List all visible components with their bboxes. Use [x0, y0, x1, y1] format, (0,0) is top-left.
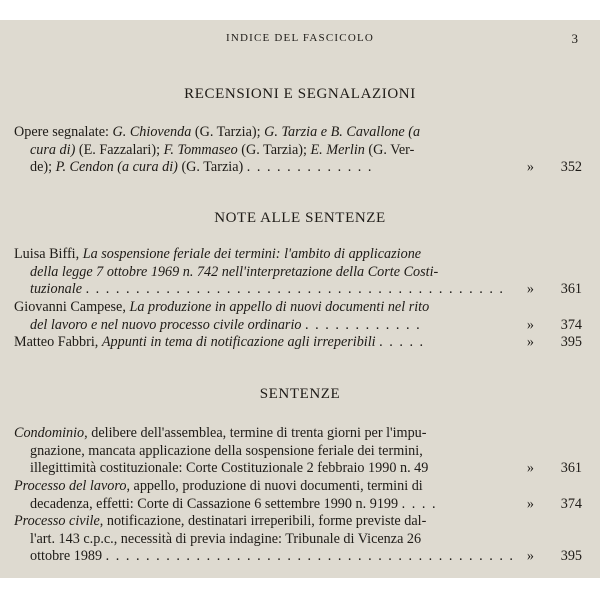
entry-text: decadenza, effetti: Corte di Cassazione 6 settembre 1990 n. 9199	[30, 495, 399, 512]
entry-line	[14, 124, 584, 142]
index-entry	[14, 513, 584, 566]
leader-dots: . . . .	[401, 495, 437, 512]
page-reference: 395	[560, 548, 582, 565]
leader-dots: . . . . . . . . . . . . . . . . . . . . . . . . . . . . . . . . . . . . . . . . . .	[85, 281, 505, 298]
page-marker: »	[526, 495, 534, 512]
section-title-note: NOTE ALLE SENTENZE	[214, 210, 386, 226]
entry-line	[14, 548, 584, 566]
entry-text: illegittimità costituzionale: Corte Costituzionale 2 febbraio 1990 n. 49	[30, 460, 429, 477]
entry-text: Condominio, delibere dell'assemblea, termine di trenta giorni per l'impu-	[14, 425, 427, 441]
work-title: della legge 7 ottobre 1969 n. 742 nell'interpretazione della Corte Costi-	[30, 263, 439, 280]
work-title: P. Cendon (a cura di)	[55, 159, 178, 176]
header-title: INDICE DEL FASCICOLO	[225, 32, 375, 44]
leader-dots: . . . . . . . . . . . . .	[246, 159, 373, 176]
index-entry	[14, 299, 584, 334]
entry-line	[14, 425, 584, 443]
page-marker: »	[526, 460, 534, 477]
subject-term: Processo del lavoro	[14, 478, 127, 494]
index-entry	[14, 124, 584, 177]
entry-line	[14, 531, 584, 549]
header-page-number: 3	[571, 31, 578, 46]
work-title: F. Tommaseo	[163, 141, 238, 158]
page-header	[0, 32, 600, 48]
entry-line	[14, 496, 584, 514]
page-marker: »	[526, 159, 534, 176]
index-entry	[14, 246, 584, 299]
index-page	[0, 20, 600, 578]
entry-text: Matteo Fabbri, Appunti in tema di notificazione agli irreperibili	[14, 334, 376, 350]
work-title: La sospensione feriale dei termini: l'ambito di applicazione	[82, 246, 422, 262]
entry-line	[14, 478, 584, 496]
entry-text	[14, 246, 421, 262]
section-title-sentenze: SENTENZE	[259, 386, 341, 402]
page-reference: 352	[560, 159, 582, 176]
entry-text: Processo civile, notificazione, destinatari irreperibili, forme previste dal-	[14, 513, 427, 529]
page-reference: 374	[560, 316, 582, 333]
entry-line	[14, 159, 584, 177]
subject-term: Processo civile	[14, 513, 100, 529]
leader-dots: . . . . . . . . . . . .	[305, 316, 422, 333]
entry-text: gnazione, mancata applicazione della sospensione feriale dei termini,	[30, 442, 423, 459]
section-title-recensioni: RECENSIONI E SEGNALAZIONI	[184, 86, 416, 102]
entry-text	[14, 124, 420, 140]
leader-dots: . . . . .	[379, 334, 425, 350]
entry-text	[30, 159, 243, 175]
entry-line	[14, 142, 584, 160]
entry-text	[30, 142, 414, 158]
work-title: La produzione in appello di nuovi documenti nel rito	[129, 299, 430, 315]
reviewer-name: de);	[30, 159, 56, 176]
reviewer-name: (G. Tarzia);	[191, 124, 265, 140]
work-title: G. Tarzia e B. Cavallone (a	[264, 124, 421, 140]
reviewer-name: (G. Tarzia);	[237, 141, 311, 158]
entry-line	[14, 334, 584, 352]
reviewer-name: (G. Tarzia)	[177, 159, 244, 176]
page-reference: 361	[560, 460, 582, 477]
index-entry	[14, 334, 584, 352]
entry-line	[14, 460, 584, 478]
entry-line	[14, 299, 584, 317]
entry-line	[14, 513, 584, 531]
page-reference: 374	[560, 495, 582, 512]
reviewer-name: (G. Ver-	[364, 141, 415, 158]
entry-text: ottobre 1989	[30, 548, 103, 565]
index-entry	[14, 425, 584, 478]
entry-line	[14, 443, 584, 461]
page-marker: »	[526, 316, 534, 333]
entry-text: Processo del lavoro, appello, produzione di nuovi documenti, termini di	[14, 478, 423, 494]
entry-line	[14, 246, 584, 264]
author-name: Luisa Biffi,	[14, 246, 83, 262]
entry-text: l'art. 143 c.p.c., necessità di previa indagine: Tribunale di Vicenza 26	[30, 530, 422, 547]
page-reference: 395	[560, 334, 582, 350]
page-marker: »	[526, 281, 534, 298]
entry-text: Giovanni Campese, La produzione in appello di nuovi documenti nel rito	[14, 299, 430, 315]
entry-line	[14, 281, 584, 299]
entry-line	[14, 317, 584, 335]
reviewer-name: Opere segnalate:	[14, 124, 113, 140]
page-marker: »	[526, 334, 534, 350]
entry-line	[14, 264, 584, 282]
work-title: Appunti in tema di notificazione agli irreperibili	[101, 334, 376, 350]
work-title: cura di)	[30, 141, 76, 158]
subject-term: Condominio	[14, 425, 85, 441]
page-marker: »	[526, 548, 534, 565]
work-title: G. Chiovenda	[112, 124, 192, 140]
page-reference: 361	[560, 281, 582, 298]
reviewer-name: (E. Fazzalari);	[75, 141, 164, 158]
work-title: tuzionale	[30, 281, 83, 298]
index-entry	[14, 478, 584, 513]
leader-dots: . . . . . . . . . . . . . . . . . . . . . . . . . . . . . . . . . . . . . . . . .	[105, 548, 515, 565]
work-title: E. Merlin	[310, 141, 365, 158]
work-title: del lavoro e nel nuovo processo civile ordinario	[30, 316, 302, 333]
